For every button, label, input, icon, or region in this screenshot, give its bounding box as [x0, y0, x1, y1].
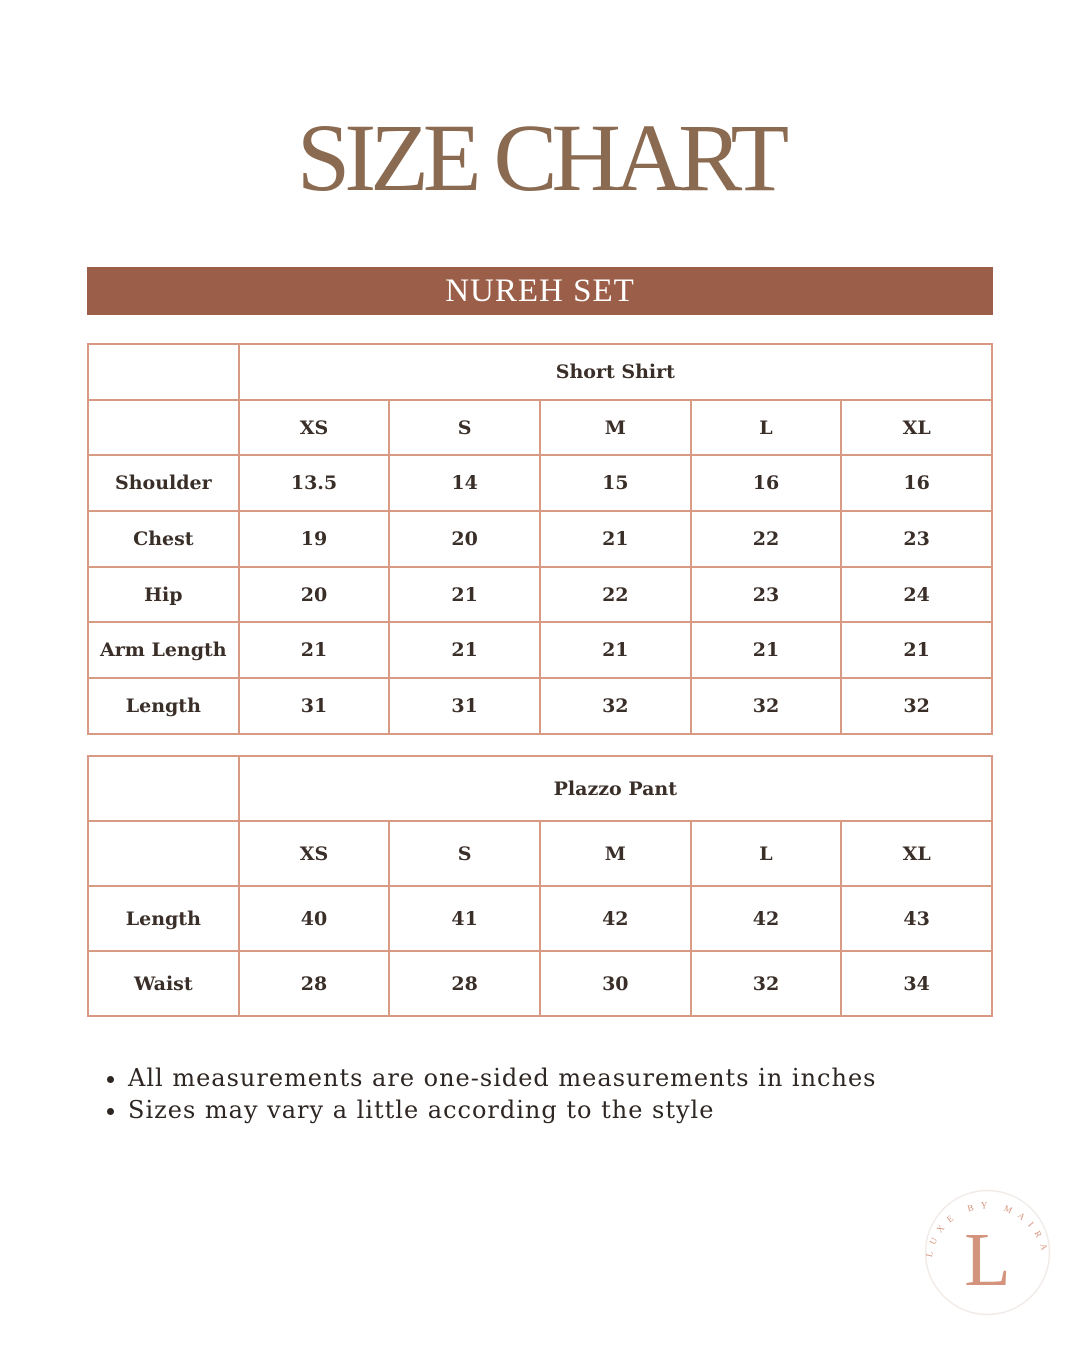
sizes-row: [88, 821, 992, 886]
table-row: [88, 951, 992, 1016]
empty-corner-cell: [88, 400, 239, 456]
value-cell: 32: [540, 678, 691, 734]
value-cell: 23: [691, 567, 842, 623]
row-label: Length: [88, 678, 239, 734]
table-heading: Plazzo Pant: [239, 756, 992, 821]
value-cell: 21: [691, 622, 842, 678]
set-name-banner: NUREH SET: [87, 267, 993, 315]
size-cell: XL: [841, 400, 992, 456]
table-heading: Short Shirt: [239, 344, 992, 400]
value-cell: 16: [841, 455, 992, 511]
table-row: [88, 511, 992, 567]
value-cell: 42: [691, 886, 842, 951]
value-cell: 20: [389, 511, 540, 567]
value-cell: 13.5: [239, 455, 390, 511]
row-label: Chest: [88, 511, 239, 567]
empty-corner-cell: [88, 344, 239, 400]
logo-ring-text: LUXE BY MAIRA: [923, 1200, 1052, 1258]
value-cell: 16: [691, 455, 842, 511]
value-cell: 28: [239, 951, 390, 1016]
empty-corner-cell: [88, 756, 239, 821]
table-row: [88, 567, 992, 623]
value-cell: 24: [841, 567, 992, 623]
value-cell: 21: [540, 511, 691, 567]
value-cell: 22: [691, 511, 842, 567]
value-cell: 28: [389, 951, 540, 1016]
empty-corner-cell: [88, 821, 239, 886]
row-label: Hip: [88, 567, 239, 623]
value-cell: 41: [389, 886, 540, 951]
logo-letter: L: [964, 1218, 1011, 1302]
short-shirt-table: [87, 343, 993, 735]
value-cell: 32: [691, 951, 842, 1016]
value-cell: 22: [540, 567, 691, 623]
size-cell: L: [691, 821, 842, 886]
value-cell: 21: [389, 567, 540, 623]
row-label: Waist: [88, 951, 239, 1016]
table-header-row: [88, 756, 992, 821]
size-cell: M: [540, 821, 691, 886]
value-cell: 30: [540, 951, 691, 1016]
size-cell: M: [540, 400, 691, 456]
size-cell: XS: [239, 400, 390, 456]
sizes-row: [88, 400, 992, 456]
notes-list: [98, 1062, 876, 1126]
value-cell: 32: [841, 678, 992, 734]
page-title: SIZE CHART: [296, 104, 784, 211]
table-row: [88, 678, 992, 734]
value-cell: 21: [841, 622, 992, 678]
size-cell: L: [691, 400, 842, 456]
value-cell: 20: [239, 567, 390, 623]
size-cell: XL: [841, 821, 992, 886]
value-cell: 23: [841, 511, 992, 567]
row-label: Length: [88, 886, 239, 951]
value-cell: 31: [239, 678, 390, 734]
note-item: • Sizes may vary a little according to the style: [128, 1094, 876, 1126]
size-cell: XS: [239, 821, 390, 886]
value-cell: 19: [239, 511, 390, 567]
value-cell: 32: [691, 678, 842, 734]
value-cell: 21: [389, 622, 540, 678]
value-cell: 43: [841, 886, 992, 951]
value-cell: 40: [239, 886, 390, 951]
table-row: [88, 886, 992, 951]
table-row: [88, 622, 992, 678]
table-row: [88, 455, 992, 511]
size-cell: S: [389, 400, 540, 456]
note-item: • All measurements are one-sided measurements in inches: [128, 1062, 876, 1094]
value-cell: 21: [239, 622, 390, 678]
value-cell: 31: [389, 678, 540, 734]
row-label: Shoulder: [88, 455, 239, 511]
row-label: Arm Length: [88, 622, 239, 678]
brand-logo: [920, 1185, 1055, 1320]
plazzo-pant-table: [87, 755, 993, 1017]
table-header-row: [88, 344, 992, 400]
value-cell: 34: [841, 951, 992, 1016]
size-cell: S: [389, 821, 540, 886]
value-cell: 15: [540, 455, 691, 511]
value-cell: 21: [540, 622, 691, 678]
value-cell: 42: [540, 886, 691, 951]
value-cell: 14: [389, 455, 540, 511]
